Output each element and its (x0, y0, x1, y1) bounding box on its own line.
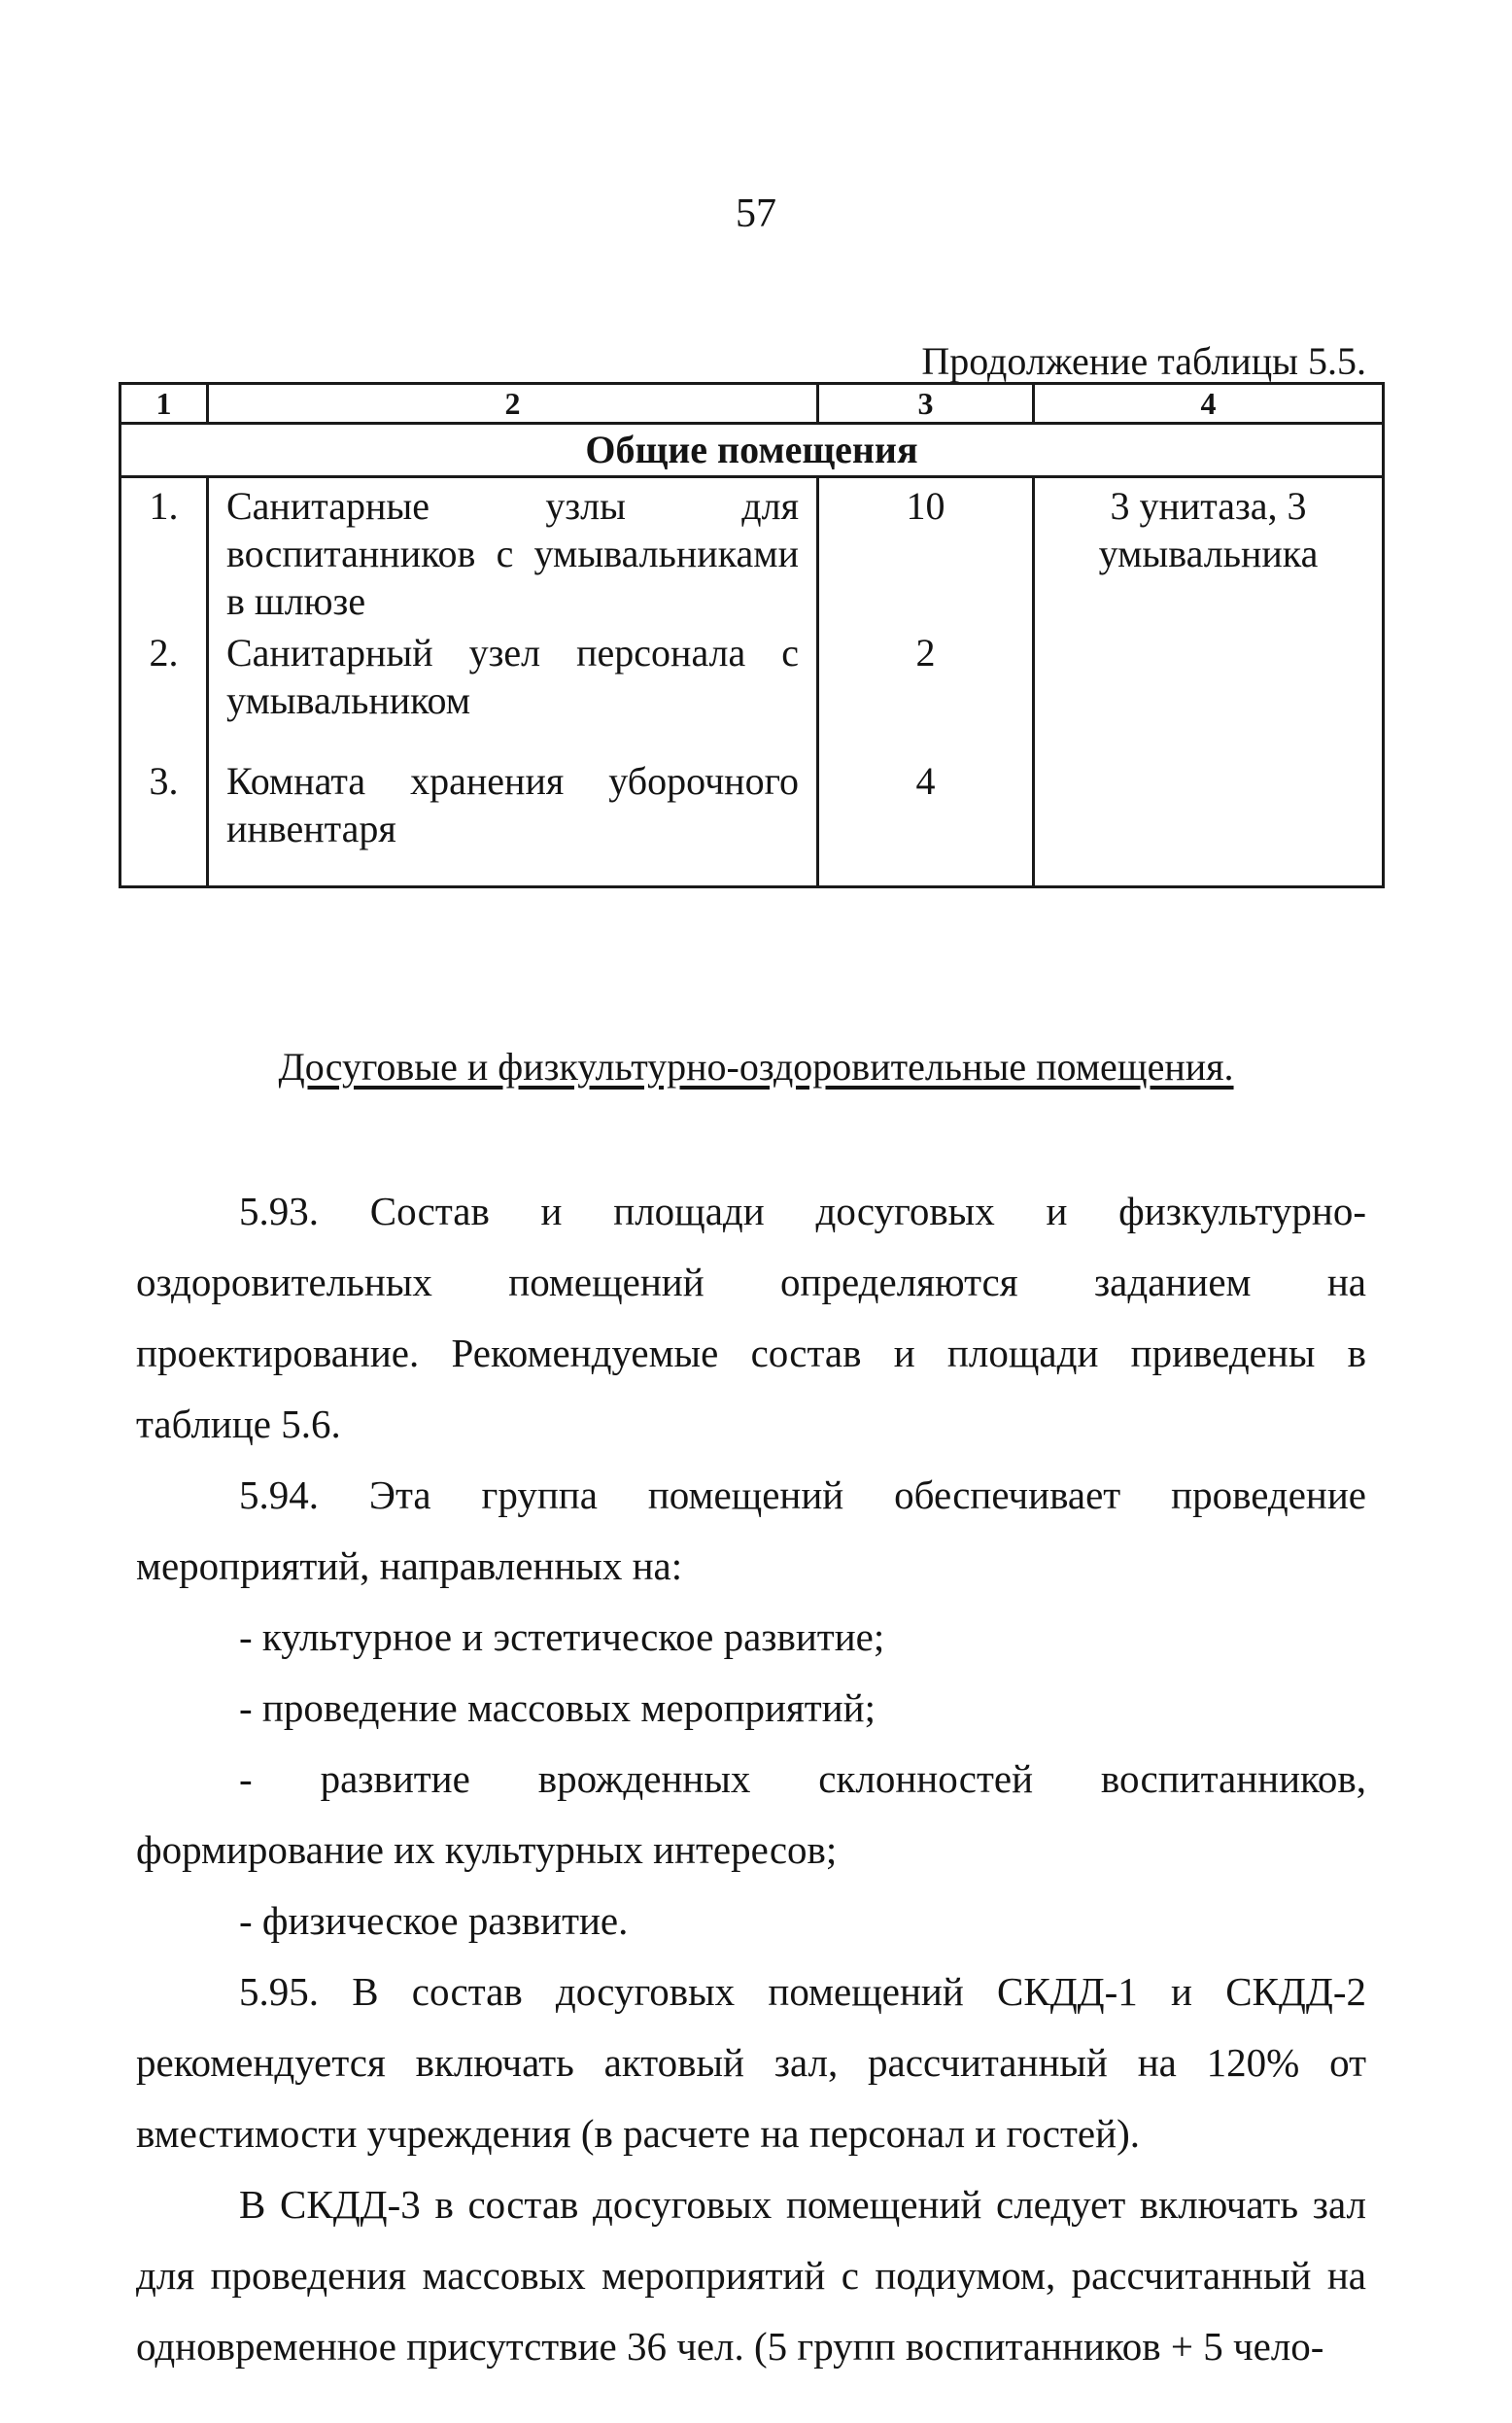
table-row (120, 625, 1384, 753)
body-text (136, 1176, 1366, 2382)
rooms-table (119, 382, 1385, 888)
list-item: - проведение массовых мероприятий; (239, 1685, 876, 1730)
room-name: Комната хранения уборочного инвентаря (208, 753, 818, 887)
page-number: 57 (736, 191, 776, 236)
table-row (120, 477, 1384, 626)
paragraph: 5.94. Эта группа помещений обеспечивает проведение мероприятий, направленных на: (136, 1472, 1366, 1588)
paragraph: 5.95. В состав досуговых помещений СКДД-1 и СКДД-2 рекомендуется включать актовый зал, рассчитанный на 120% от вместимости учреждения (в расчете на персонал и гостей). (136, 1969, 1366, 2156)
room-name: Санитарный узел персонала с умывальником (208, 625, 818, 753)
room-note (1034, 625, 1384, 753)
column-number: 4 (1034, 384, 1384, 424)
section-heading: Досуговые и физкультурно-оздоровительные помещения. (278, 1045, 1234, 1089)
list-item: - культурное и эстетическое развитие; (239, 1614, 885, 1659)
table-row (120, 753, 1384, 887)
room-area: 4 (818, 753, 1034, 887)
row-number: 2. (120, 625, 208, 753)
row-number: 1. (120, 477, 208, 626)
room-area: 10 (818, 477, 1034, 626)
room-note: 3 унитаза, 3 умывальника (1034, 477, 1384, 626)
column-number: 2 (208, 384, 818, 424)
row-number: 3. (120, 753, 208, 887)
column-number: 1 (120, 384, 208, 424)
room-area: 2 (818, 625, 1034, 753)
paragraph: 5.93. Состав и площади досуговых и физкультурно-оздоровительных помещений определяются заданием на проектирование. Рекомендуемые состав и площади приведены в таблице 5.6. (136, 1189, 1366, 1446)
room-note (1034, 753, 1384, 887)
table-caption: Продолжение таблицы 5.5. (921, 339, 1366, 383)
list-item: - развитие врожденных склонностей воспитанников, формирование их культурных интересов; (136, 1756, 1366, 1872)
section-title: Общие помещения (120, 424, 1384, 477)
section-row (120, 424, 1384, 477)
room-name: Санитарные узлы для воспитанников с умывальниками в шлюзе (208, 477, 818, 626)
paragraph: В СКДД-3 в состав досуговых помещений следует включать зал для проведения массовых мероприятий с подиумом, рассчитанный на одновременное присутствие 36 чел. (5 групп воспитанников + 5 чело- (136, 2182, 1366, 2369)
list-item: - физическое развитие. (239, 1898, 629, 1943)
column-number: 3 (818, 384, 1034, 424)
column-number-row (120, 384, 1384, 424)
